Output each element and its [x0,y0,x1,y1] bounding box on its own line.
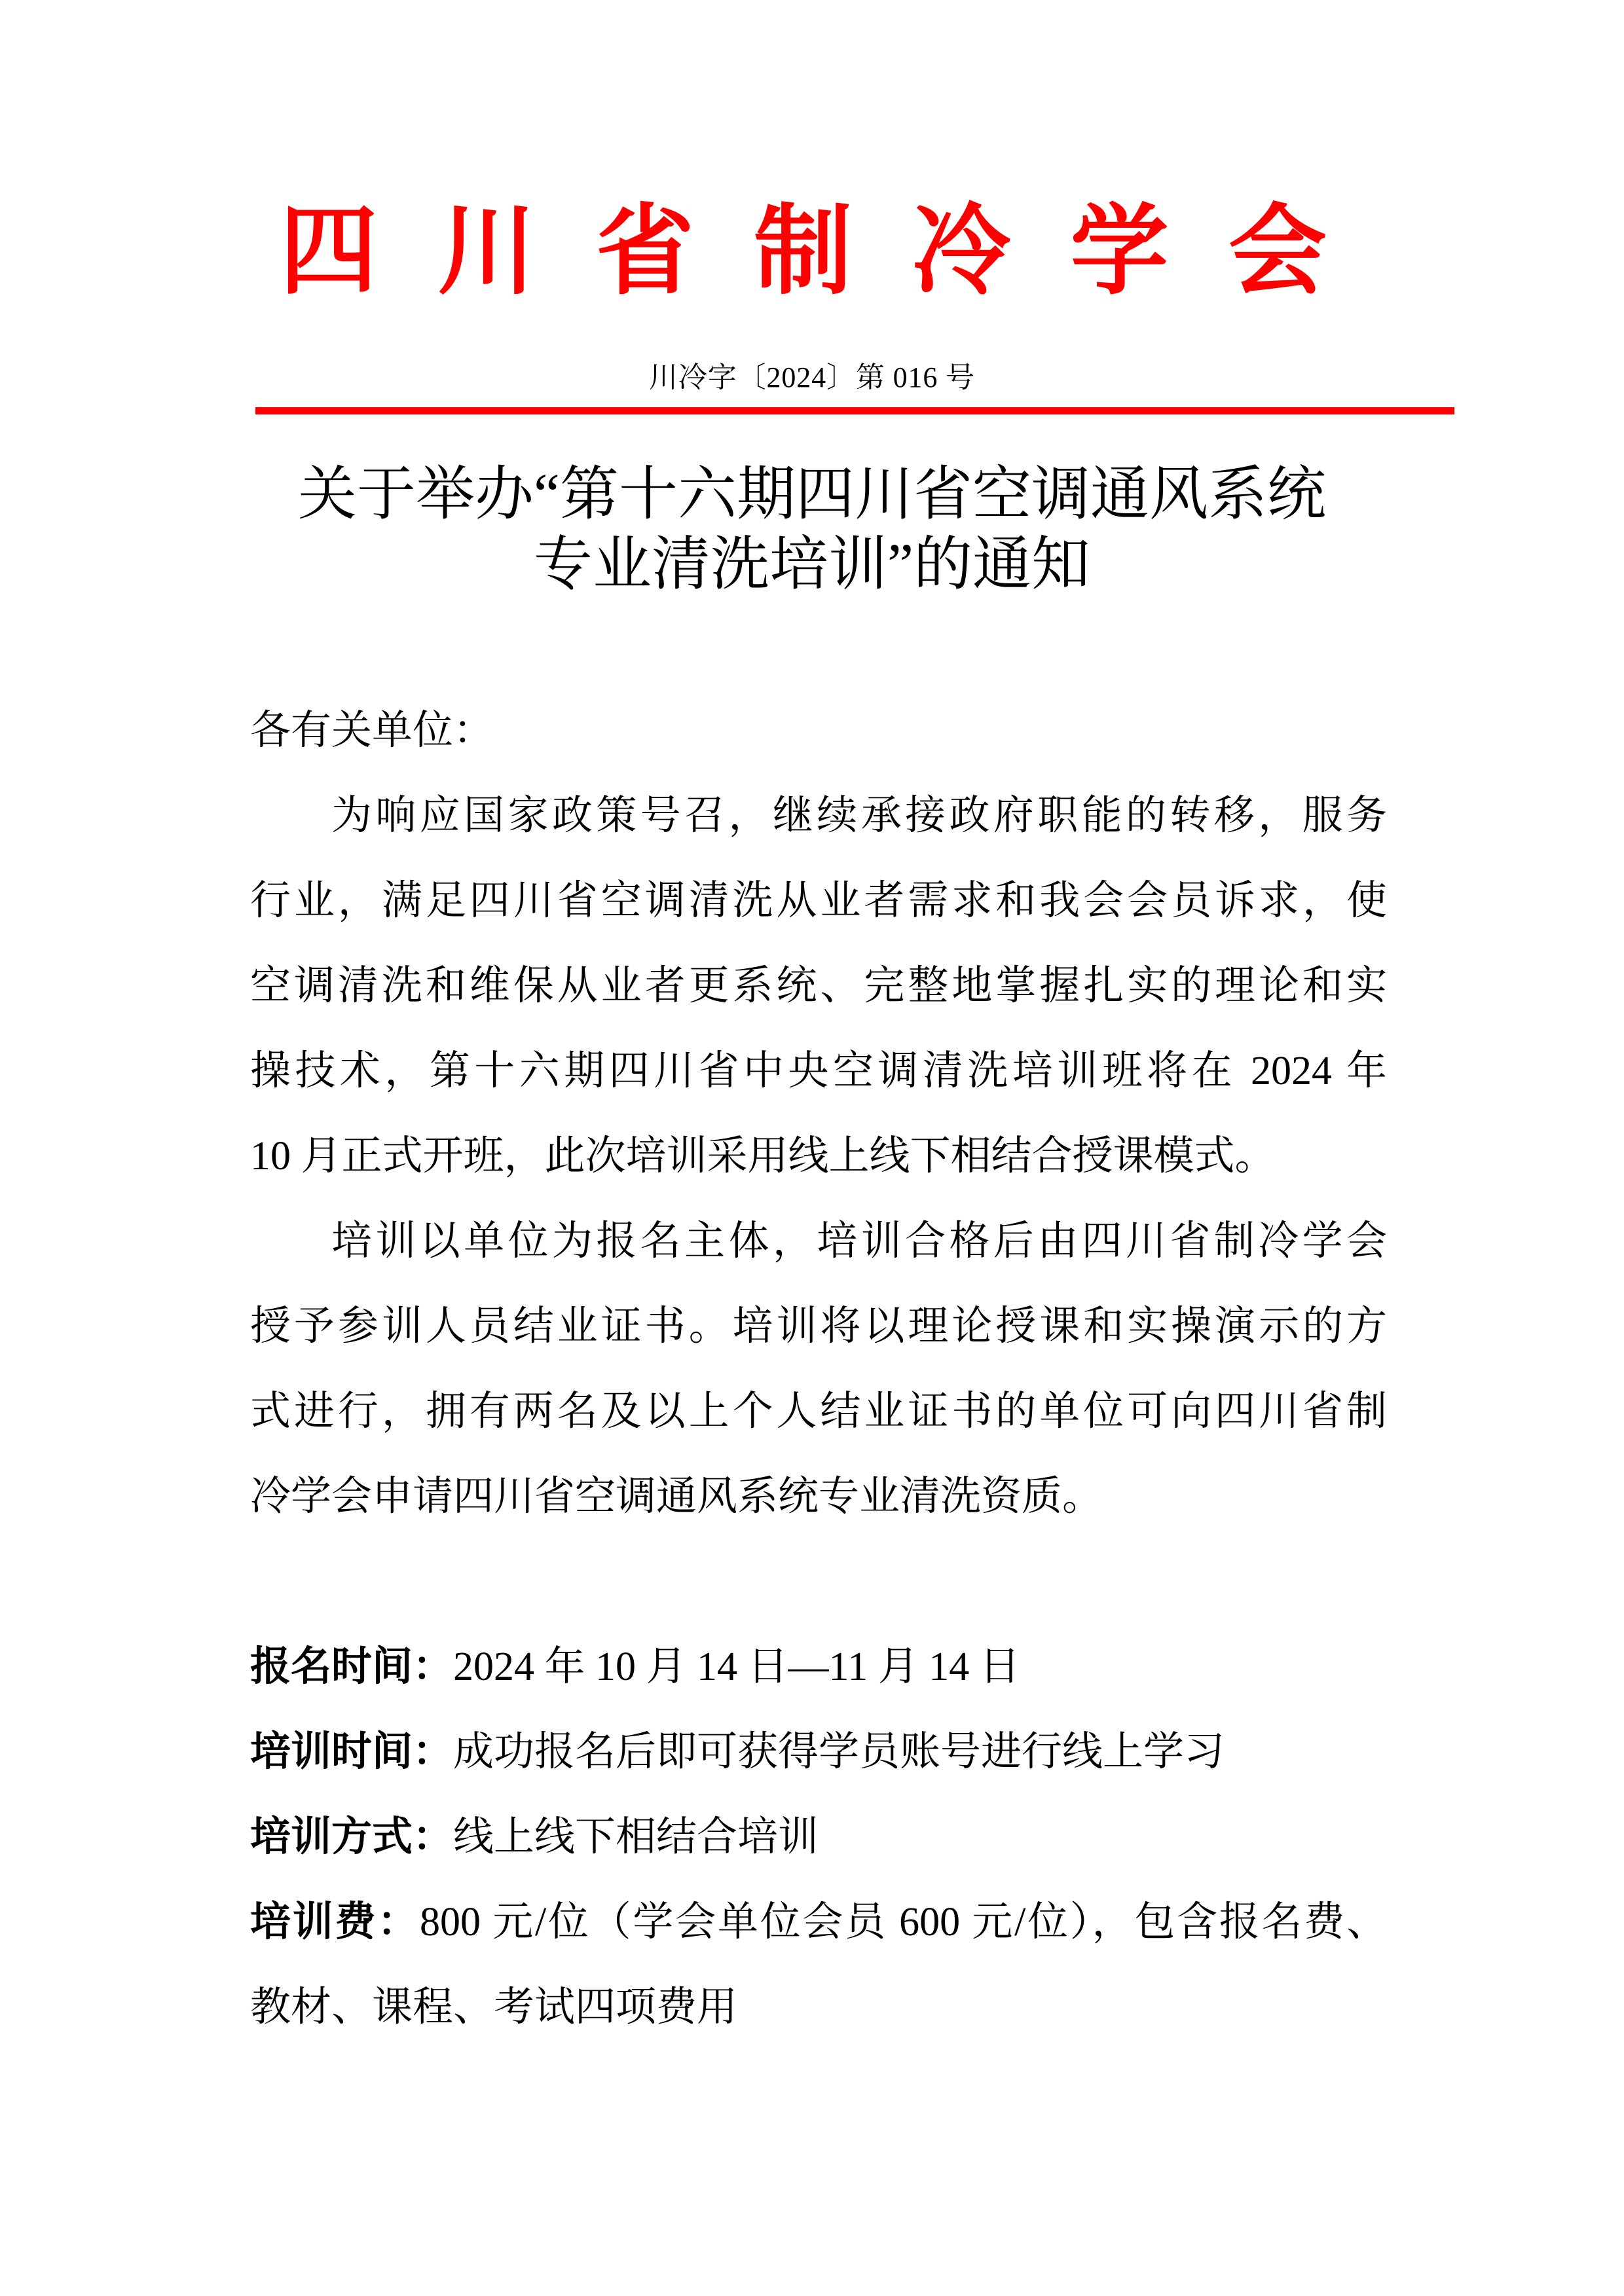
paragraph2-line: 授予参训人员结业证书。培训将以理论授课和实操演示的方 [250,1304,1387,1349]
info-line-training-method [250,1795,1387,1880]
blank-line [250,1539,1387,1624]
info-value: 成功报名后即可获得学员账号进行线上学习 [453,1730,1225,1774]
info-value: 800 元/位（学会单位会员 600 元/位），包含报名费、 [419,1900,1387,1944]
notice-title-line-2: 专业清洗培训”的通知 [534,532,1090,597]
info-line-training-time [250,1709,1387,1795]
notice-title [0,460,1624,600]
organization-title: 四 川 省 制 冷 学 会 [279,198,1344,306]
info-label: 培训方式： [250,1815,454,1859]
paragraph1-line: 操技术，第十六期四川省中央空调清洗培训班将在 2024 年 [250,1049,1387,1093]
paragraph1-line: 空调清洗和维保从业者更系统、完整地掌握扎实的理论和实 [250,964,1387,1008]
paragraph1-line: 10 月正式开班，此次培训采用线上线下相结合授课模式。 [250,1134,1276,1178]
paragraph2-line: 培训以单位为报名主体，培训合格后由四川省制冷学会 [331,1219,1387,1264]
paragraph1-line: 为响应国家政策号召，继续承接政府职能的转移，服务 [331,793,1387,838]
notice-title-line-1: 关于举办“第十六期四川省空调通风系统 [298,462,1326,527]
info-value: 2024 年 10 月 14 日—11 月 14 日 [453,1645,1020,1689]
info-line-training-fee [250,1880,1387,1965]
paragraph2-line: 冷学会申请四川省空调通风系统专业清洗资质。 [250,1474,1103,1519]
info-value: 线上线下相结合培训 [453,1815,819,1859]
info-label: 报名时间： [250,1645,454,1689]
paragraph2-line: 式进行，拥有两名及以上个人结业证书的单位可向四川省制 [250,1389,1387,1434]
paragraph1-line: 行业，满足四川省空调清洗从业者需求和我会会员诉求，使 [250,879,1387,923]
document-number: 川冷字〔2024〕第 016 号 [648,361,976,393]
info-label: 培训时间： [250,1730,454,1774]
info-label: 培训费： [250,1900,420,1944]
info-line-registration-time [250,1624,1387,1709]
notice-body [250,688,1387,2050]
info-line-training-fee-continuation: 教材、课程、考试四项费用 [250,1985,738,2030]
salutation: 各有关单位： [250,708,494,753]
red-header-divider [255,407,1454,414]
